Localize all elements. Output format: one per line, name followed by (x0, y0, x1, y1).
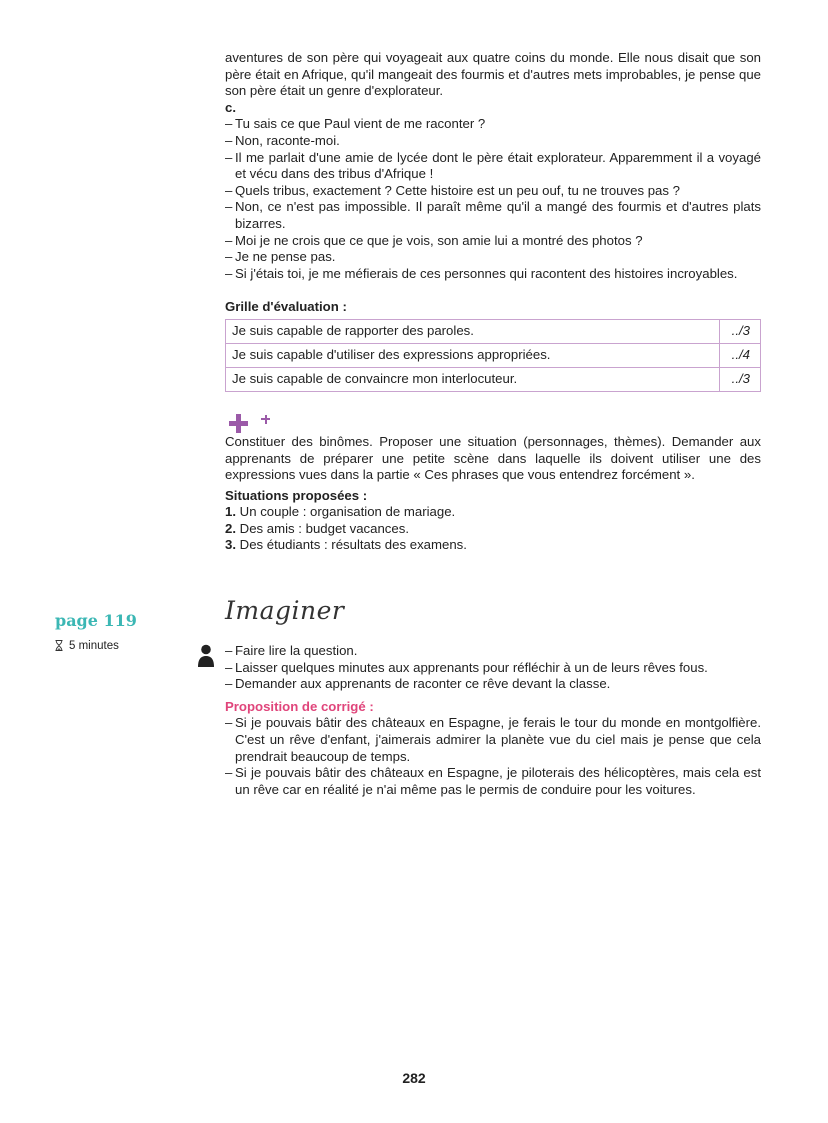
situation-number: 1. (225, 504, 236, 520)
situation-text: Un couple : organisation de mariage. (239, 504, 456, 520)
plus-small-icon (261, 415, 270, 424)
situation-text: Des amis : budget vacances. (239, 520, 409, 536)
plus-large-icon (229, 414, 248, 433)
dialogue-line: – Tu sais ce que Paul vient de me raconter ? (225, 116, 761, 133)
grid-criterion: Je suis capable de rapporter des paroles. (226, 319, 720, 343)
page-number: 282 (402, 1070, 426, 1086)
label-c: c. (225, 99, 236, 115)
step-item: – Demander aux apprenants de raconter ce rêve devant la classe. (225, 676, 761, 693)
dialogue-line: – Moi je ne crois que ce que je vois, son amie lui a montré des photos ? (225, 233, 761, 250)
duration-text: 5 minutes (69, 639, 119, 652)
section-title-imaginer: Imaginer (225, 596, 345, 625)
dialogue-line: – Je ne pense pas. (225, 249, 761, 266)
situations-list (225, 504, 761, 554)
corrige-title: Proposition de corrigé : (225, 698, 374, 714)
grid-criterion: Je suis capable d'utiliser des expressions appropriées. (226, 343, 720, 367)
grid-score: ../3 (720, 319, 761, 343)
dialogue-line: – Si j'étais toi, je me méfierais de ces personnes qui racontent des histoires incroyables. (225, 266, 761, 283)
corrige-item: – Si je pouvais bâtir des châteaux en Espagne, je ferais le tour du monde en montgolfière. C'est un rêve d'enfant, j'aimerais admirer la planète vue du ciel mais je pense que cela prendrait beaucoup de temps. (225, 715, 761, 765)
situations-title: Situations proposées : (225, 487, 368, 503)
dialogue-line: – Il me parlait d'une amie de lycée dont le père était explorateur. Apparemment il a voyagé et vécu dans des tribus d'Afrique ! (225, 150, 761, 183)
grid-score: ../4 (720, 343, 761, 367)
plus-plus-icon (225, 412, 761, 434)
main-column (225, 50, 761, 554)
grid-title: Grille d'évaluation : (225, 299, 347, 315)
table-row (226, 319, 761, 343)
page-reference: page 119 (55, 611, 137, 630)
grid-criterion: Je suis capable de convaincre mon interlocuteur. (226, 367, 720, 391)
dialogue-line: – Quels tribus, exactement ? Cette histoire est un peu ouf, tu ne trouves pas ? (225, 183, 761, 200)
situation-text: Des étudiants : résultats des examens. (239, 537, 467, 553)
corrige-list (225, 715, 761, 798)
duration (55, 638, 137, 655)
dialogue-line: – Non, raconte-moi. (225, 133, 761, 150)
situation-number: 2. (225, 520, 236, 536)
step-item: – Laisser quelques minutes aux apprenants pour réfléchir à un de leurs rêves fous. (225, 660, 761, 677)
evaluation-grid (225, 319, 761, 392)
dialogue-line: – Non, ce n'est pas impossible. Il paraît même qu'il a mangé des fourmis et d'autres plats bizarres. (225, 199, 761, 232)
plus-instructions: Constituer des binômes. Proposer une situation (personnages, thèmes). Demander aux apprenants de préparer une petite scène dans laquelle ils doivent utiliser une des expressions vues dans la partie « Ces phrases que vous entendrez forcément ». (225, 433, 761, 483)
intro-paragraph: aventures de son père qui voyageait aux quatre coins du monde. Elle nous disait que son père était en Afrique, qu'il mangeait des fourmis et d'autres mets improbables, je pense que son père était un genre d'explorateur. (225, 50, 761, 99)
step-item: – Faire lire la question. (225, 643, 761, 660)
situation-number: 3. (225, 537, 236, 553)
dialogue-list (225, 116, 761, 282)
list-item (225, 537, 761, 554)
corrige-item: – Si je pouvais bâtir des châteaux en Espagne, je piloterais des hélicoptères, mais cela est un rêve car en réalité je n'ai même pas le permis de conduire pour les voitures. (225, 765, 761, 798)
table-row (226, 343, 761, 367)
list-item (225, 521, 761, 538)
imaginer-section (225, 643, 761, 798)
hourglass-icon (55, 640, 63, 651)
table-row (226, 367, 761, 391)
sidebar (55, 613, 137, 654)
person-icon (197, 644, 215, 668)
grid-score: ../3 (720, 367, 761, 391)
list-item (225, 504, 761, 521)
steps-list (225, 643, 761, 693)
